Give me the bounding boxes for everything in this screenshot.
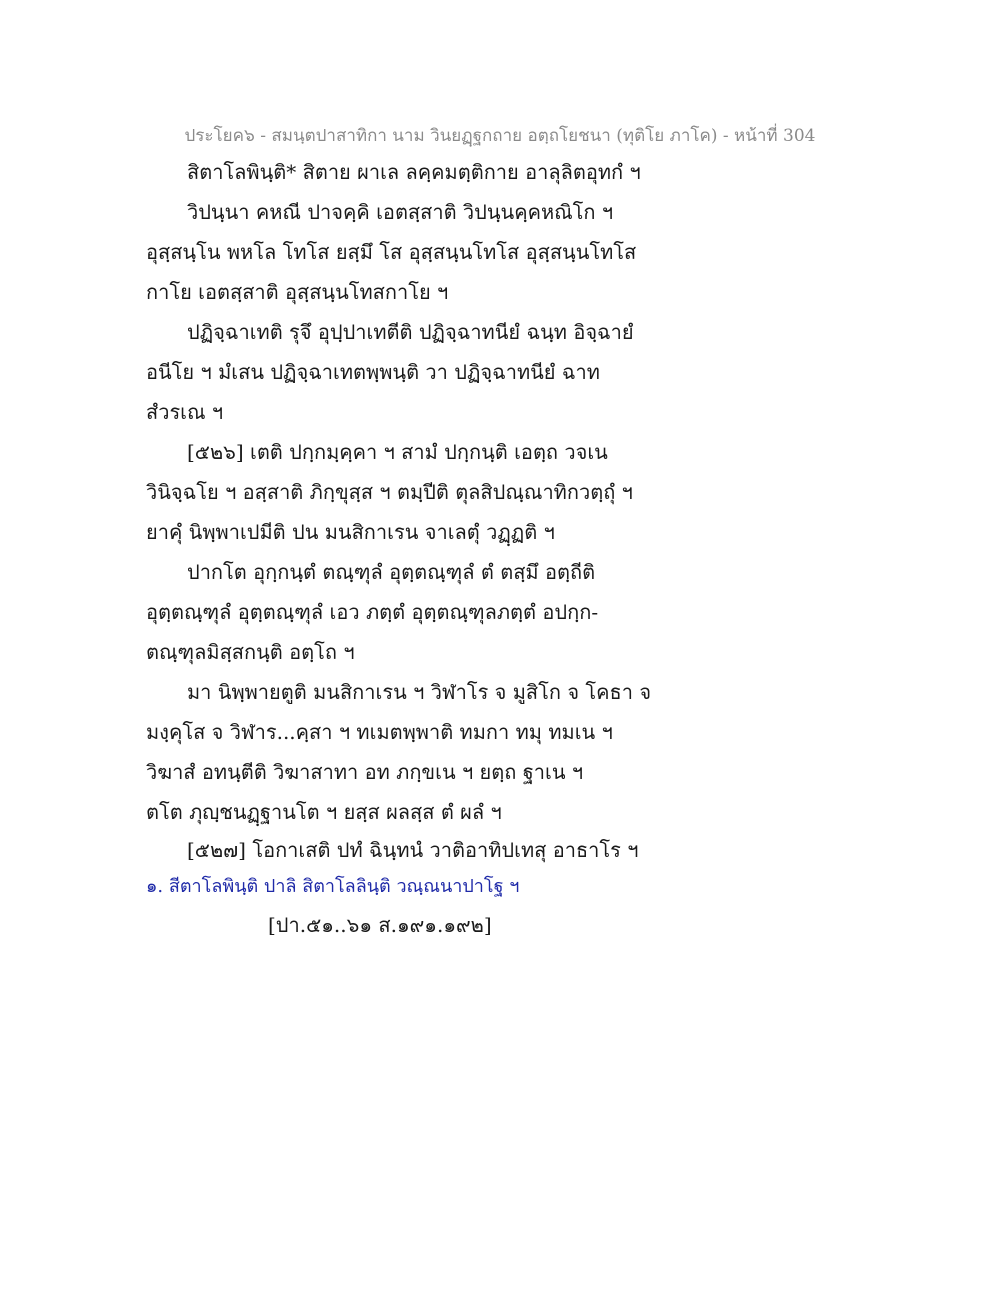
body-line: มา นิพฺพายตูติ มนสิกาเรน ฯ วิฬาโร จ มูสิโก จ โคธา จ: [187, 680, 652, 704]
body-line: สิตาโลพินฺติ* สิตาย ผาเล ลคฺคมตฺติกาย อาลุลิตอุทกํ ฯ: [187, 160, 641, 184]
body-line: วินิจฺฉโย ฯ อสฺสาติ ภิกฺขุสฺส ฯ ตมฺปีติ ตุลสิปณฺณาทิกวตฺถุํ ฯ: [146, 480, 633, 504]
body-line: อุตฺตณฺฑุลํ อุตฺตณฺฑุลํ เอว ภตฺตํ อุตฺตณฺฑุลภตฺตํ อปกฺก-: [146, 600, 599, 624]
page-header: [0, 122, 1000, 149]
body-line: ยาคุํ นิพฺพาเปมีติ ปน มนสิกาเรน จาเลตุํ วฏฺฏติ ฯ: [146, 520, 555, 544]
page-header-text: ประโยค๖ - สมนฺตปาสาทิกา นาม วินยฏฺฐกถาย อตฺถโยชนา (ทุติโย ภาโค) - หน้าที่ 304: [184, 126, 816, 146]
body-line: วิฆาสํ อทนฺตีติ วิฆาสาทา อท ภกฺขเน ฯ ยตฺถ ฐาเน ฯ: [146, 760, 584, 784]
footnote: ๑. สีตาโลพินฺติ ปาลิ สิตาโลลินฺติ วณฺณนาปาโฐ ฯ: [146, 876, 520, 897]
body-line: มงฺคุโส จ วิฬาร...คฺสา ฯ ทเมตพฺพาติ ทมกา ทมุ ทมเน ฯ: [146, 720, 613, 744]
page-reference: [ปา.๕๑..๖๑ ส.๑๙๑.๑๙๒]: [268, 913, 492, 937]
body-line: อุสฺสนฺโน พหโล โทโส ยสฺมึ โส อุสฺสนฺนโทโส อุสฺสนฺนโทโส: [146, 240, 637, 264]
body-line: ปากโต อุกฺกนฺตํ ตณฺฑุลํ อุตฺตณฺฑุลํ ตํ ตสฺมึ อตฺถีติ: [187, 560, 596, 584]
body-line: สํวรเณ ฯ: [146, 400, 224, 424]
body-line: ปฏิจฺฉาเทติ รุจึ อุปฺปาเทตีติ ปฏิจฺฉาทนียํ ฉนฺท อิจฺฉายํ: [187, 320, 634, 344]
body-line: ตณฺฑุลมิสฺสกนฺติ อตฺโถ ฯ: [146, 640, 355, 664]
body-line: วิปนฺนา คหณี ปาจคฺคิ เอตสฺสาติ วิปนฺนคฺคหณิโก ฯ: [187, 200, 614, 224]
body-line: ตโต ภุญฺชนฏฺฐานโต ฯ ยสฺส ผลสฺส ตํ ผลํ ฯ: [146, 800, 502, 824]
body-line: [๕๒๖] เตติ ปกฺกมฺคฺคา ฯ สามํ ปกฺกนฺติ เอตฺถ วจเน: [187, 440, 608, 464]
body-line: กาโย เอตสฺสาติ อุสฺสนฺนโทสกาโย ฯ: [146, 280, 449, 304]
body-line: อนีโย ฯ มํเสน ปฏิจฺฉาเทตพฺพนฺติ วา ปฏิจฺฉาทนียํ ฉาท: [146, 360, 600, 384]
body-line: [๕๒๗] โอกาเสติ ปทํ ฉินฺทนํ วาติอาทิปเทสุ อาธาโร ฯ: [187, 838, 639, 862]
